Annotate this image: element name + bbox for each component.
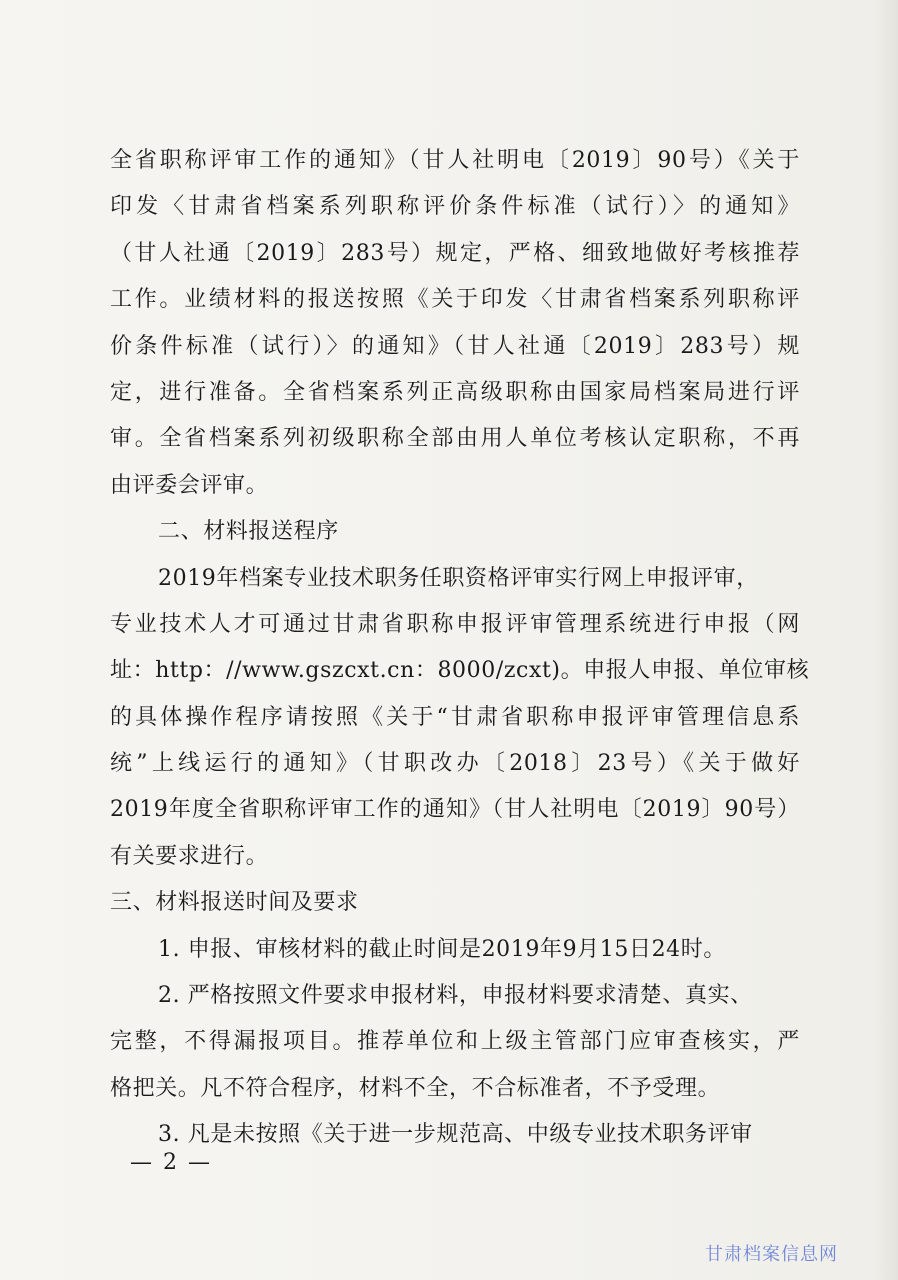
text-line: 专业技术人才可通过甘肃省职称申报评审管理系统进行申报（网 [110, 611, 800, 637]
text-line: 有关要求进行。 [110, 843, 269, 869]
text-line: 完整，不得漏报项目。推荐单位和上级主管部门应审查核实，严 [110, 1029, 800, 1055]
text-line: 统”上线运行的通知》（甘职改办〔2018〕23号）《关于做好 [110, 751, 800, 777]
text-line: 格把关。凡不符合程序，材料不全，不合标准者，不予受理。 [110, 1075, 721, 1101]
section-heading: 三、材料报送时间及要求 [110, 890, 359, 916]
text-line: 全省职称评审工作的通知》（甘人社明电〔2019〕90号）《关于 [110, 148, 800, 173]
text-line: 定，进行准备。全省档案系列正高级职称由国家局档案局进行评 [110, 379, 800, 405]
body-text [110, 138, 810, 1159]
text-line: 址：http：//www.gszcxt.cn：8000/zcxt)。申报人申报、单位审核 [110, 658, 810, 684]
text-line: 的具体操作程序请按照《关于“甘肃省职称申报评审管理信息系 [110, 704, 800, 730]
page-edge-shadow [874, 0, 898, 1280]
page-number: — 2 — [130, 1150, 212, 1175]
text-line: 2019年度全省职称评审工作的通知》（甘人社明电〔2019〕90号） [110, 797, 800, 823]
text-line: （甘人社通〔2019〕283号）规定，严格、细致地做好考核推荐 [110, 240, 800, 266]
text-line: 工作。业绩材料的报送按照《关于印发〈甘肃省档案系列职称评 [110, 287, 800, 313]
text-line: 由评委会评审。 [110, 472, 269, 498]
text-line: 2. 严格按照文件要求申报材料，申报材料要求清楚、真实、 [158, 983, 753, 1009]
text-line: 1. 申报、审核材料的截止时间是2019年9月15日24时。 [158, 936, 726, 962]
text-line: 价条件标准（试行）〉的通知》（甘人社通〔2019〕283号）规 [110, 333, 800, 359]
section-heading: 二、材料报送程序 [158, 519, 339, 545]
text-line: 2019年档案专业技术职务任职资格评审实行网上申报评审， [158, 565, 759, 591]
text-line: 审。全省档案系列初级职称全部由用人单位考核认定职称，不再 [110, 426, 800, 452]
text-line: 印发〈甘肃省档案系列职称评价条件标准（试行）〉的通知》 [110, 194, 800, 220]
text-line: 3. 凡是未按照《关于进一步规范高、中级专业技术职务评审 [158, 1122, 753, 1148]
site-watermark: 甘肃档案信息网 [705, 1244, 838, 1265]
